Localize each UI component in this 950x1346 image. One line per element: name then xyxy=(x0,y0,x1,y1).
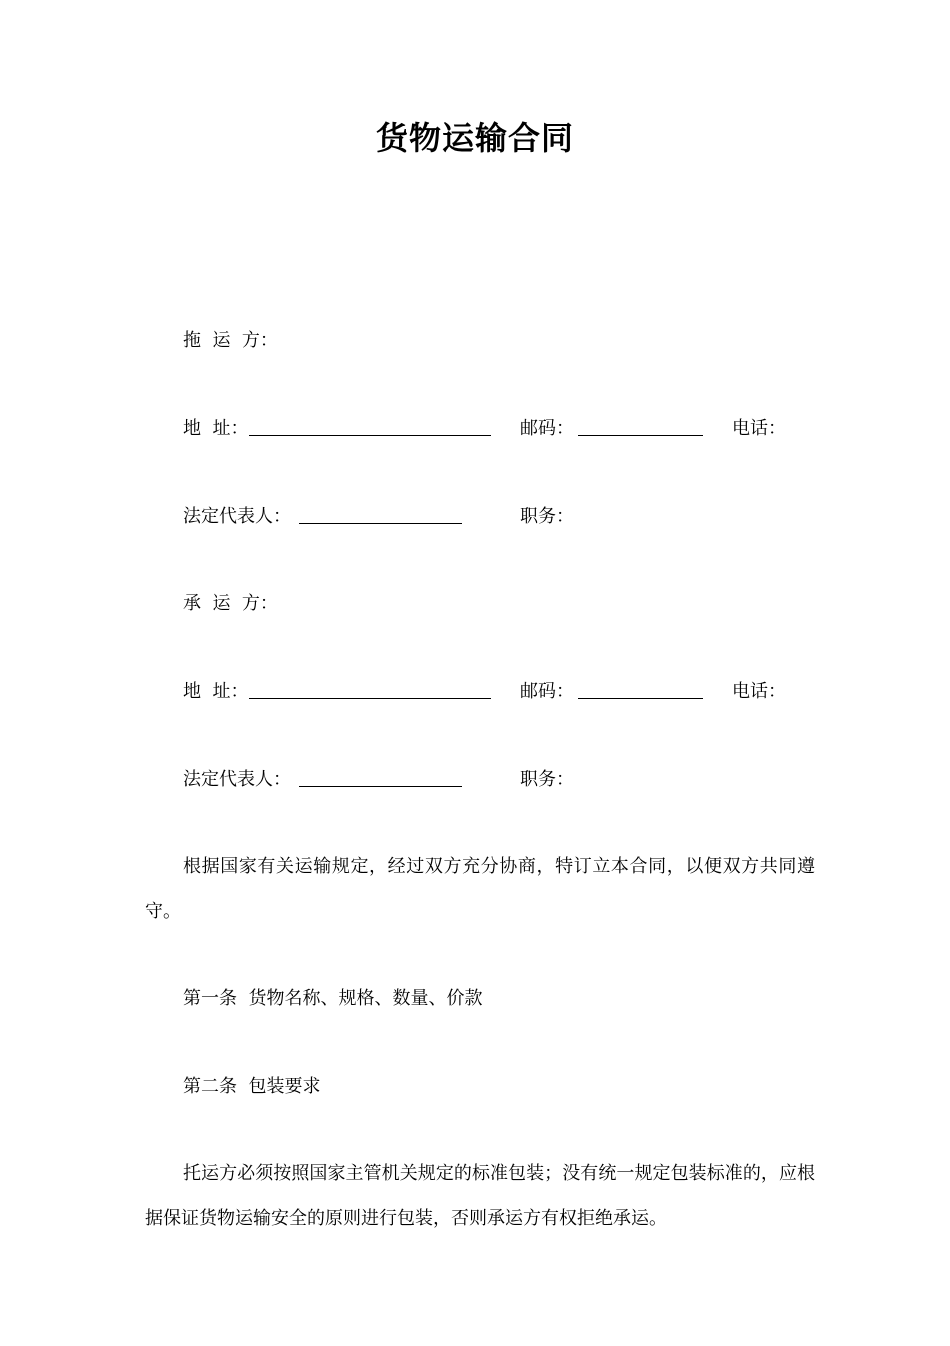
carrier-phone-label: 电话： xyxy=(732,681,786,702)
shipper-phone-label: 电话： xyxy=(732,418,786,439)
carrier-address-label: 地 址： xyxy=(183,681,249,702)
shipper-postcode-field[interactable] xyxy=(578,435,703,436)
article-2-paragraph: 托运方必须按照国家主管机关规定的标准包装；没有统一规定包装标准的，应根据保证货物运输安全的原则进行包装，否则承运方有权拒绝承运。 xyxy=(145,1163,815,1229)
carrier-legal-rep-field[interactable] xyxy=(299,786,462,787)
shipper-position-label: 职务： xyxy=(520,506,574,527)
article-2-heading: 第二条 包装要求 xyxy=(183,1076,321,1097)
shipper-party-label: 拖 运 方： xyxy=(183,330,278,351)
shipper-postcode-label: 邮码： xyxy=(520,418,574,439)
article-1-heading: 第一条 货物名称、规格、数量、价款 xyxy=(183,988,483,1009)
carrier-legal-rep-label: 法定代表人： xyxy=(183,769,291,790)
shipper-legal-rep-label: 法定代表人： xyxy=(183,506,291,527)
document-title: 货物运输合同 xyxy=(375,119,574,157)
carrier-postcode-label: 邮码： xyxy=(520,681,574,702)
shipper-legal-rep-field[interactable] xyxy=(299,523,462,524)
carrier-party-label: 承 运 方： xyxy=(183,593,278,614)
carrier-postcode-field[interactable] xyxy=(578,698,703,699)
carrier-position-label: 职务： xyxy=(520,769,574,790)
intro-paragraph: 根据国家有关运输规定，经过双方充分协商，特订立本合同，以便双方共同遵守。 xyxy=(145,856,815,922)
shipper-address-field[interactable] xyxy=(249,435,491,436)
carrier-address-field[interactable] xyxy=(249,698,491,699)
shipper-address-label: 地 址： xyxy=(183,418,249,439)
